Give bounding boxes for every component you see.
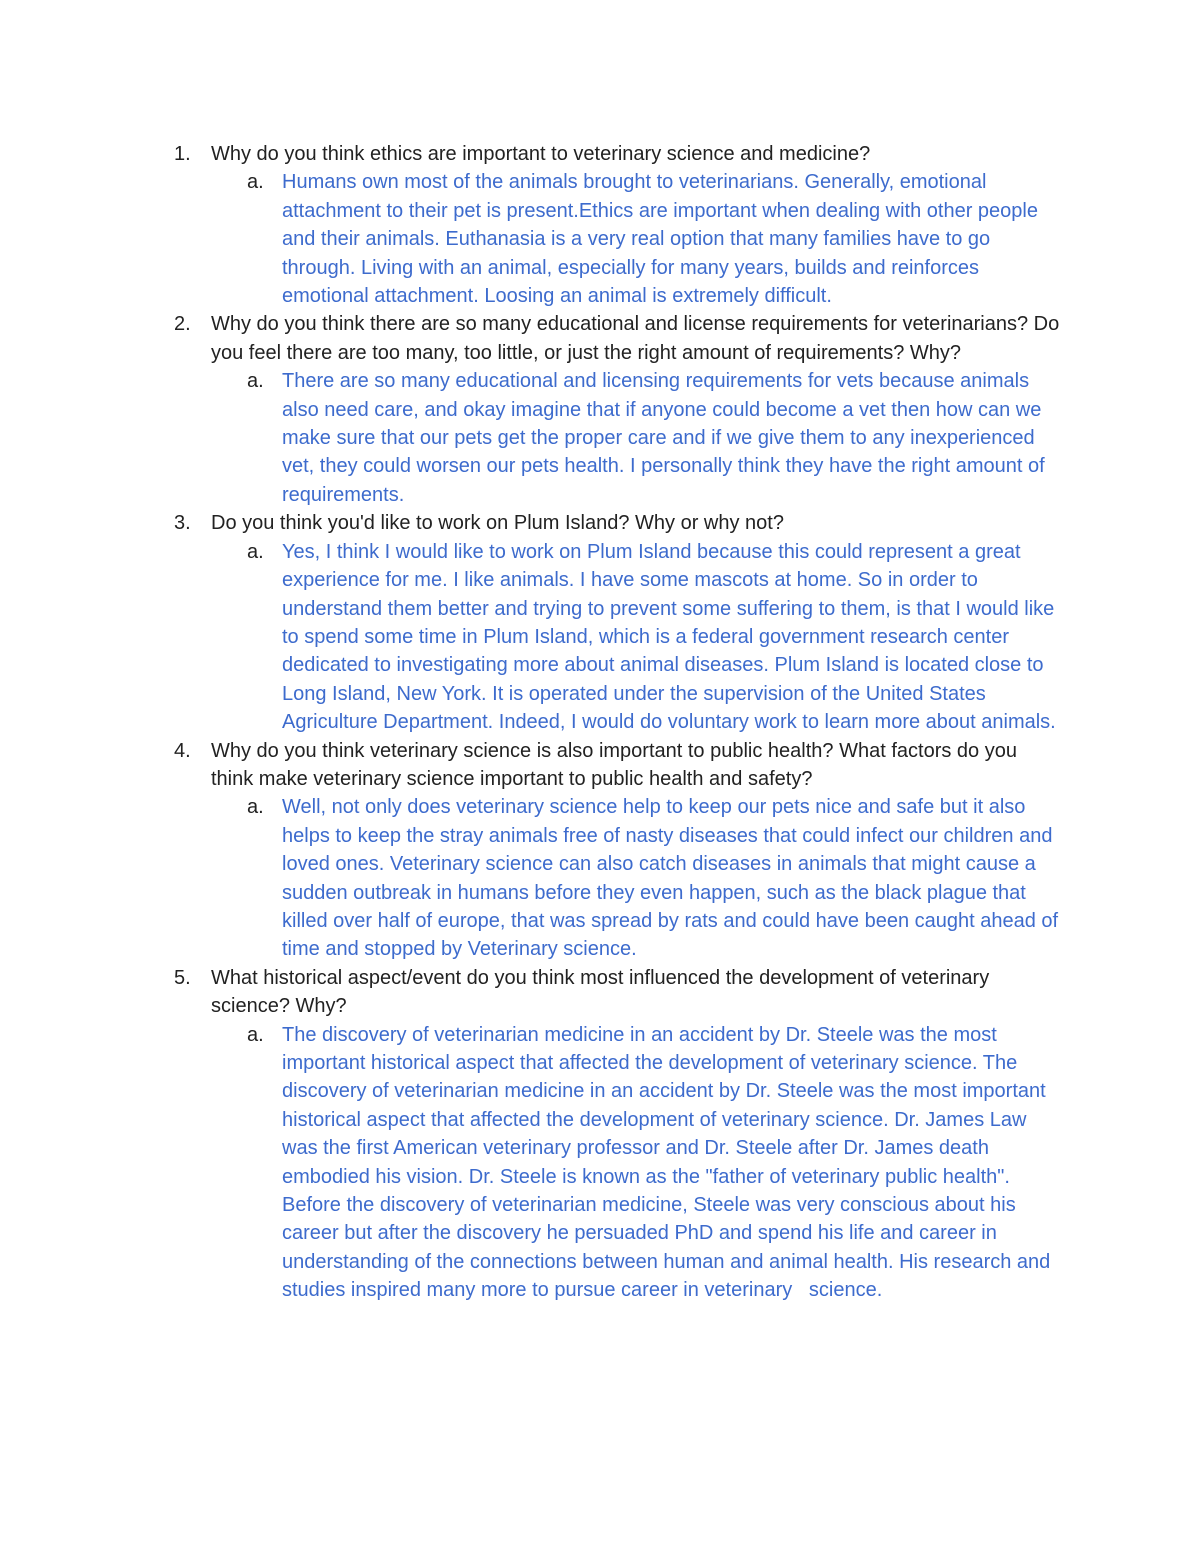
answer-text: The discovery of veterinarian medicine in an accident by Dr. Steele was the most important historical aspect that affected the development of veterinary science. The discovery of veterinarian medicine in an accident by Dr. Steele was the most important historical aspect that affected the development of veterinary science. Dr. James Law was the first American veterinary professor and Dr. Steele after Dr. James death embodied his vision. Dr. Steele is known as the "father of veterinary public health". Before the discovery of veterinarian medicine, Steele was very conscious about his career but after the discovery he persuaded PhD and spend his life and career in understanding of the connections between human and animal health. His research and studies inspired many more to pursue career in veterinary science.: [282, 1023, 1056, 1302]
answer-2: [0, 367, 1067, 509]
question-2: [0, 310, 1061, 367]
question-text: Why do you think ethics are important to veterinary science and medicine?: [211, 143, 871, 165]
question-5: [0, 964, 1061, 1021]
question-number: 4.: [174, 739, 191, 762]
answer-marker: a.: [247, 540, 264, 563]
answer-marker: a.: [247, 171, 264, 194]
answer-marker: a.: [247, 1023, 264, 1046]
qa-item-2: [0, 310, 1200, 509]
question-text: What historical aspect/event do you think most influenced the development of veterinary science? Why?: [211, 966, 990, 1018]
question-number: 5.: [174, 966, 191, 989]
question-number: 1.: [174, 143, 191, 165]
question-4: [0, 737, 1061, 794]
answer-marker: a.: [247, 370, 264, 393]
answer-text: Well, not only does veterinary science help to keep our pets nice and safe but it also helps to keep the stray animals free of nasty diseases that could infect our children and loved ones. Veterinary science can also catch diseases in animals that might cause a sudden outbreak in humans before they even happen, such as the black plague that killed over half of europe, that was spread by rats and could have been caught ahead of time and stopped by Veterinary science.: [282, 796, 1064, 961]
answer-text: There are so many educational and licensing requirements for vets because animals also need care, and okay imagine that if anyone could become a vet then how can we make sure that our pets get the proper care and if we give them to any inexperienced vet, they could worsen our pets health. I personally think they have the right amount of requirements.: [282, 370, 1051, 506]
qa-item-5: [0, 964, 1200, 1305]
answer-text: Humans own most of the animals brought to veterinarians. Generally, emotional attachment to their pet is present.Ethics are important when dealing with other people and their animals. Euthanasia is a very real option that many families have to go through. Living with an animal, especially for many years, builds and reinforces emotional attachment. Loosing an animal is extremely difficult.: [282, 171, 1044, 308]
question-text: Why do you think there are so many educational and license requirements for veterinarians? Do you feel there are too many, too little, or just the right amount of requirements? Why?: [211, 313, 1060, 364]
answer-text: Yes, I think I would like to work on Plum Island because this could represent a great experience for me. I like animals. I have some mascots at home. So in order to understand them better and trying to prevent some suffering to them, is that I would like to spend some time in Plum Island, which is a federal government research center dedicated to investigating more about animal diseases. Plum Island is located close to Long Island, New York. It is operated under the supervision of the United States Agriculture Department. Indeed, I would do voluntary work to learn more about animals.: [282, 540, 1060, 734]
qa-item-4: [0, 737, 1200, 964]
qa-item-1: [0, 140, 1200, 310]
question-number: 3.: [174, 512, 191, 535]
question-number: 2.: [174, 313, 191, 336]
question-1: [0, 140, 1061, 168]
answer-marker: a.: [247, 796, 264, 819]
answer-5: [0, 1021, 1067, 1305]
question-3: [0, 509, 1061, 537]
question-text: Do you think you'd like to work on Plum Island? Why or why not?: [211, 512, 784, 535]
answer-3: [0, 538, 1067, 737]
question-list: [0, 140, 1200, 1305]
answer-1: [0, 168, 1067, 310]
qa-item-3: [0, 509, 1200, 736]
question-text: Why do you think veterinary science is also important to public health? What factors do you think make veterinary science important to public health and safety?: [211, 739, 1017, 790]
answer-4: [0, 793, 1067, 963]
